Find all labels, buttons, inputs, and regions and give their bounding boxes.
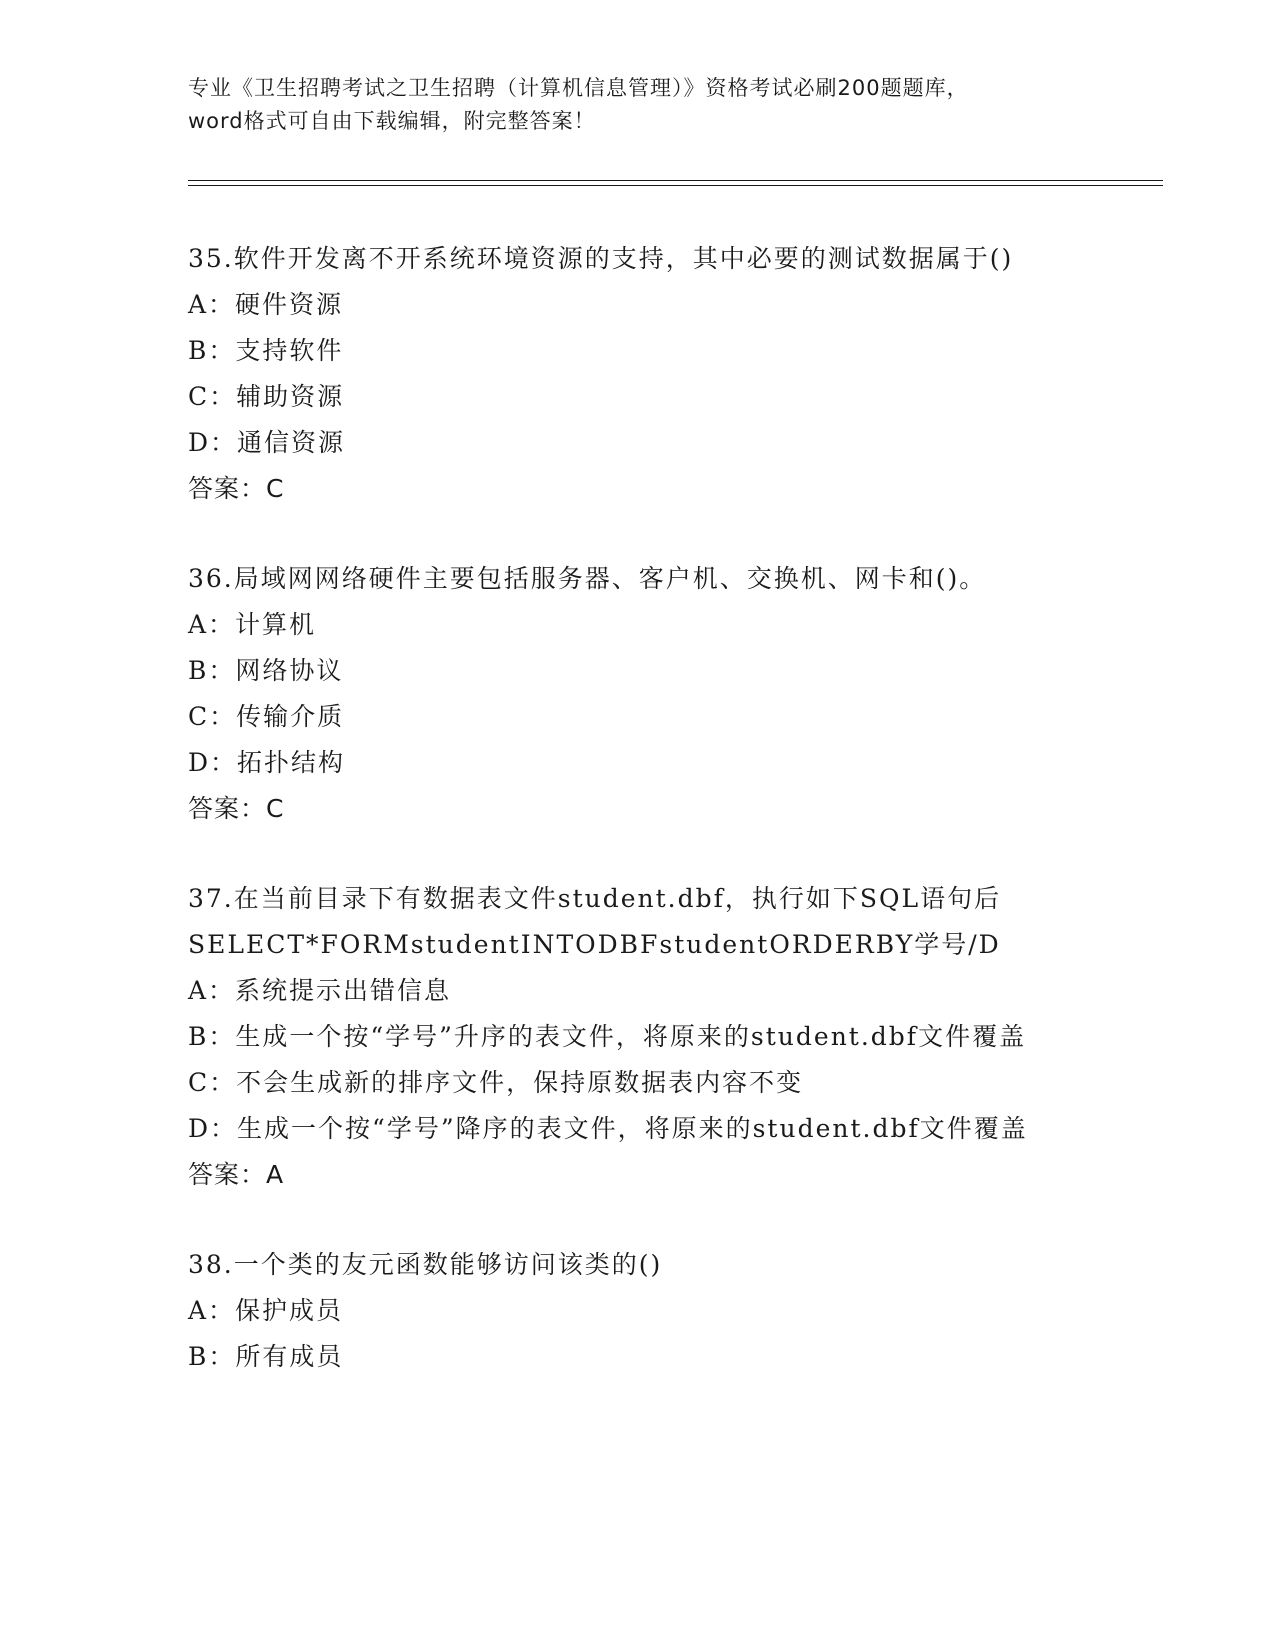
option-d: D：通信资源	[188, 428, 346, 457]
question-38	[188, 1242, 1088, 1380]
document-header	[188, 72, 1088, 138]
option-c: C：辅助资源	[188, 382, 345, 411]
header-rule-top	[188, 180, 1163, 181]
question-stem: 35.软件开发离不开系统环境资源的支持，其中必要的测试数据属于()	[188, 244, 1014, 273]
header-rule-bottom	[188, 185, 1163, 186]
question-stem: 38.一个类的友元函数能够访问该类的()	[188, 1250, 663, 1279]
question-list	[188, 236, 1088, 1424]
option-a: A：系统提示出错信息	[188, 976, 452, 1005]
option-b: B：支持软件	[188, 336, 344, 365]
question-36	[188, 556, 1088, 832]
answer-label: 答案：C	[188, 794, 285, 823]
option-c: C：不会生成新的排序文件，保持原数据表内容不变	[188, 1068, 804, 1097]
option-a: A：保护成员	[188, 1296, 344, 1325]
option-b: B：生成一个按“学号”升序的表文件，将原来的student.dbf文件覆盖	[188, 1022, 1027, 1051]
question-stem: 36.局域网网络硬件主要包括服务器、客户机、交换机、网卡和()。	[188, 564, 987, 593]
question-stem-sql: SELECT*FORMstudentINTODBFstudentORDERBY学号/D	[188, 930, 1001, 959]
question-stem: 37.在当前目录下有数据表文件student.dbf，执行如下SQL语句后	[188, 884, 1002, 913]
answer-label: 答案：A	[188, 1160, 285, 1189]
option-b: B：所有成员	[188, 1342, 344, 1371]
option-a: A：计算机	[188, 610, 317, 639]
option-a: A：硬件资源	[188, 290, 344, 319]
question-35	[188, 236, 1088, 512]
question-37	[188, 876, 1088, 1198]
header-line-1: 专业《卫生招聘考试之卫生招聘（计算机信息管理）》资格考试必刷200题题库，	[188, 76, 969, 100]
option-d: D：拓扑结构	[188, 748, 346, 777]
header-line-2: word格式可自由下载编辑，附完整答案！	[188, 109, 596, 133]
answer-label: 答案：C	[188, 474, 285, 503]
option-b: B：网络协议	[188, 656, 344, 685]
option-c: C：传输介质	[188, 702, 345, 731]
option-d: D：生成一个按“学号”降序的表文件，将原来的student.dbf文件覆盖	[188, 1114, 1028, 1143]
